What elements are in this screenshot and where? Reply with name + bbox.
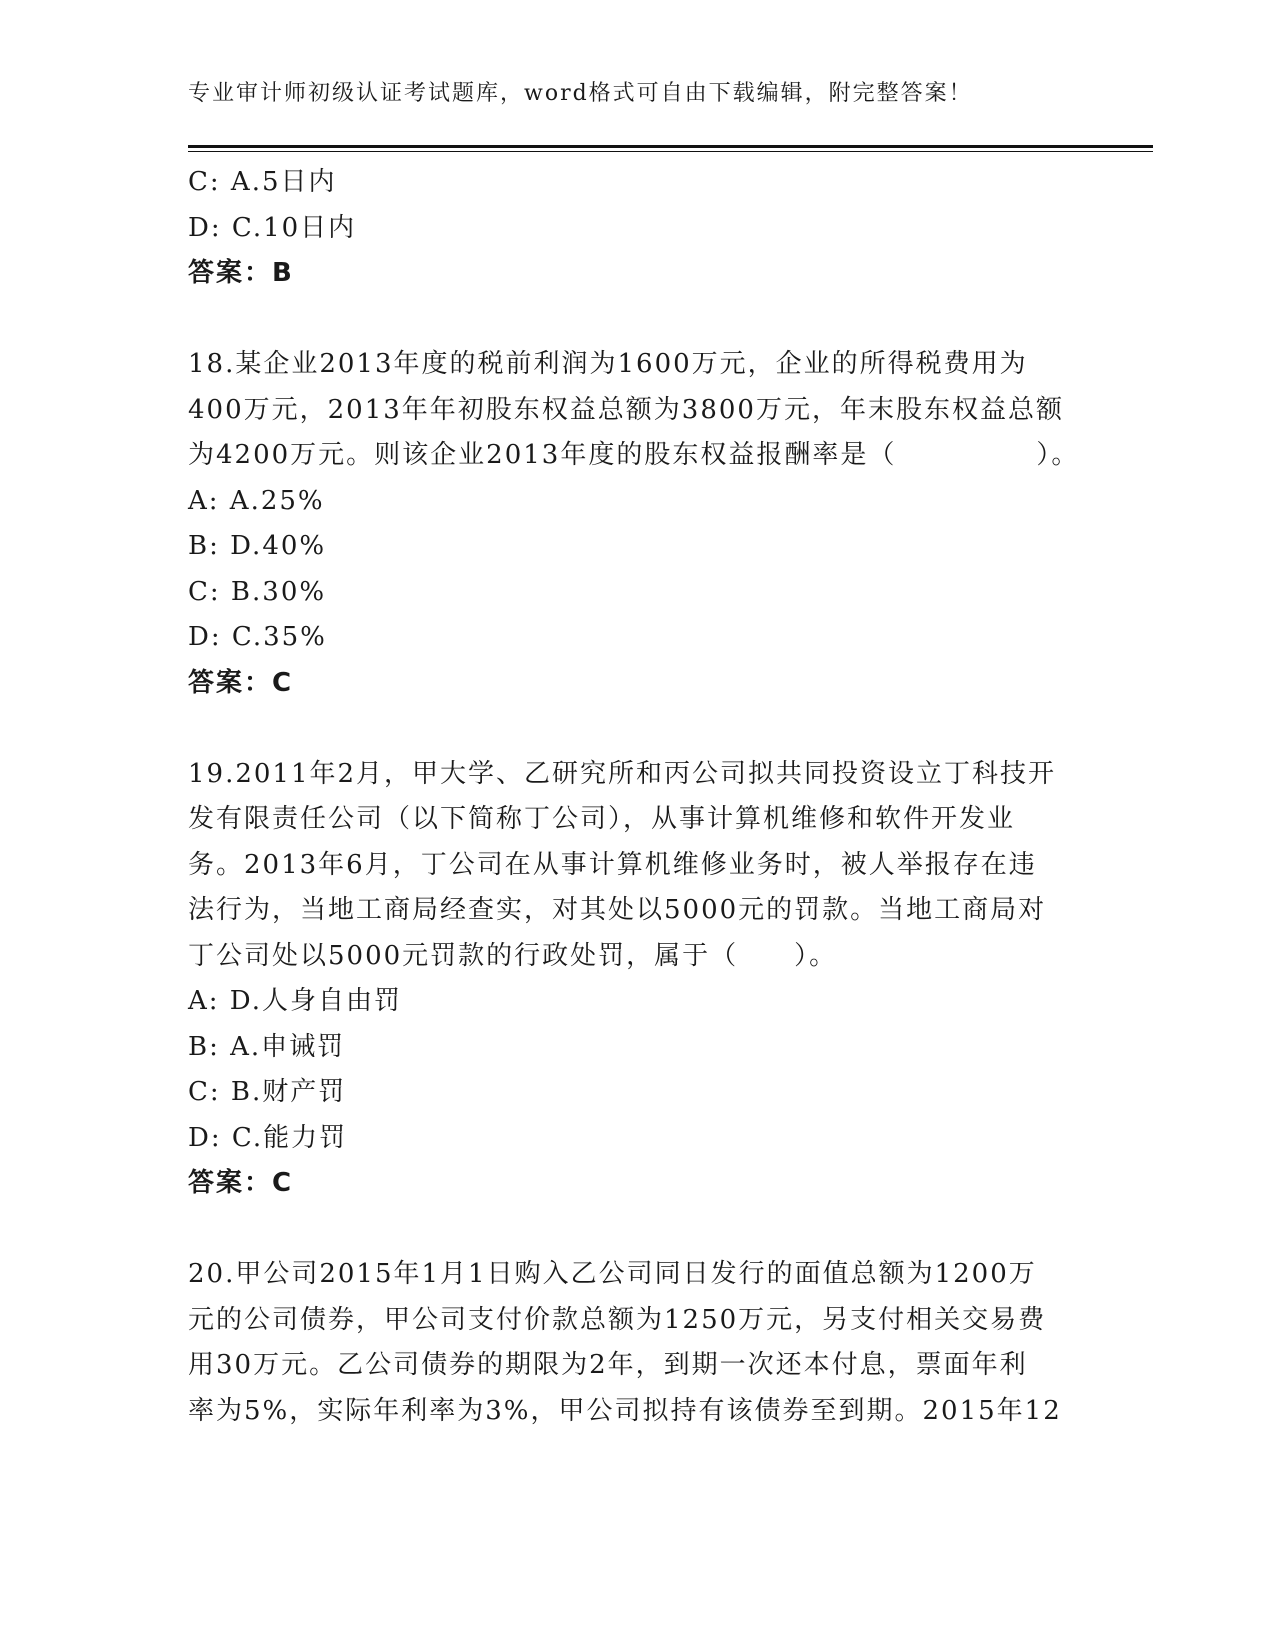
question-text-line: 务。2013年6月，丁公司在从事计算机维修业务时，被人举报存在违	[188, 849, 1037, 880]
header-rule-thin	[188, 151, 1153, 152]
answer-line: 答案：C	[188, 1168, 294, 1198]
option-a: A: D.人身自由罚	[188, 986, 402, 1016]
question-19	[188, 752, 1088, 1207]
option-b: B: A.申诫罚	[188, 1031, 346, 1062]
question-text-line: 400万元，2013年年初股东权益总额为3800万元，年末股东权益总额	[188, 394, 1064, 425]
question-text-line: 发有限责任公司（以下简称丁公司），从事计算机维修和软件开发业	[188, 804, 1016, 834]
question-content	[188, 160, 1088, 1434]
question-18	[188, 342, 1088, 706]
question-text-line: 20.甲公司2015年1月1日购入乙公司同日发行的面值总额为1200万	[188, 1259, 1037, 1289]
page-header: 专业审计师初级认证考试题库，word格式可自由下载编辑，附完整答案！	[188, 81, 973, 106]
question-text-line: 用30万元。乙公司债券的期限为2年，到期一次还本付息，票面年利	[188, 1350, 1028, 1380]
question-text-line: 18.某企业2013年度的税前利润为1600万元，企业的所得税费用为	[188, 349, 1028, 379]
question-text-line: 丁公司处以5000元罚款的行政处罚，属于（ ）。	[188, 940, 838, 971]
question-text-line: 率为5%，实际年利率为3%，甲公司拟持有该债券至到期。2015年12	[188, 1395, 1062, 1426]
question-text-line: 法行为，当地工商局经查实，对其处以5000元的罚款。当地工商局对	[188, 895, 1047, 925]
question-text-line: 为4200万元。则该企业2013年度的股东权益报酬率是（ ）。	[188, 440, 1080, 470]
answer-line: 答案：C	[188, 667, 294, 698]
option-a: A: A.25%	[188, 485, 325, 516]
question-text-line: 元的公司债券，甲公司支付价款总额为1250万元，另支付相关交易费	[188, 1304, 1047, 1335]
option-d: D: C.10日内	[188, 212, 357, 243]
header-rule-thick	[188, 145, 1153, 148]
answer-line: 答案：B	[188, 258, 294, 288]
question-20	[188, 1252, 1088, 1434]
option-c: C: B.30%	[188, 576, 327, 607]
question-17	[188, 160, 1088, 297]
option-c: C: B.财产罚	[188, 1077, 347, 1107]
option-c: C: A.5日内	[188, 167, 337, 197]
option-d: D: C.35%	[188, 622, 327, 652]
option-d: D: C.能力罚	[188, 1122, 348, 1153]
option-b: B: D.40%	[188, 531, 327, 561]
question-text-line: 19.2011年2月，甲大学、乙研究所和丙公司拟共同投资设立丁科技开	[188, 758, 1057, 789]
